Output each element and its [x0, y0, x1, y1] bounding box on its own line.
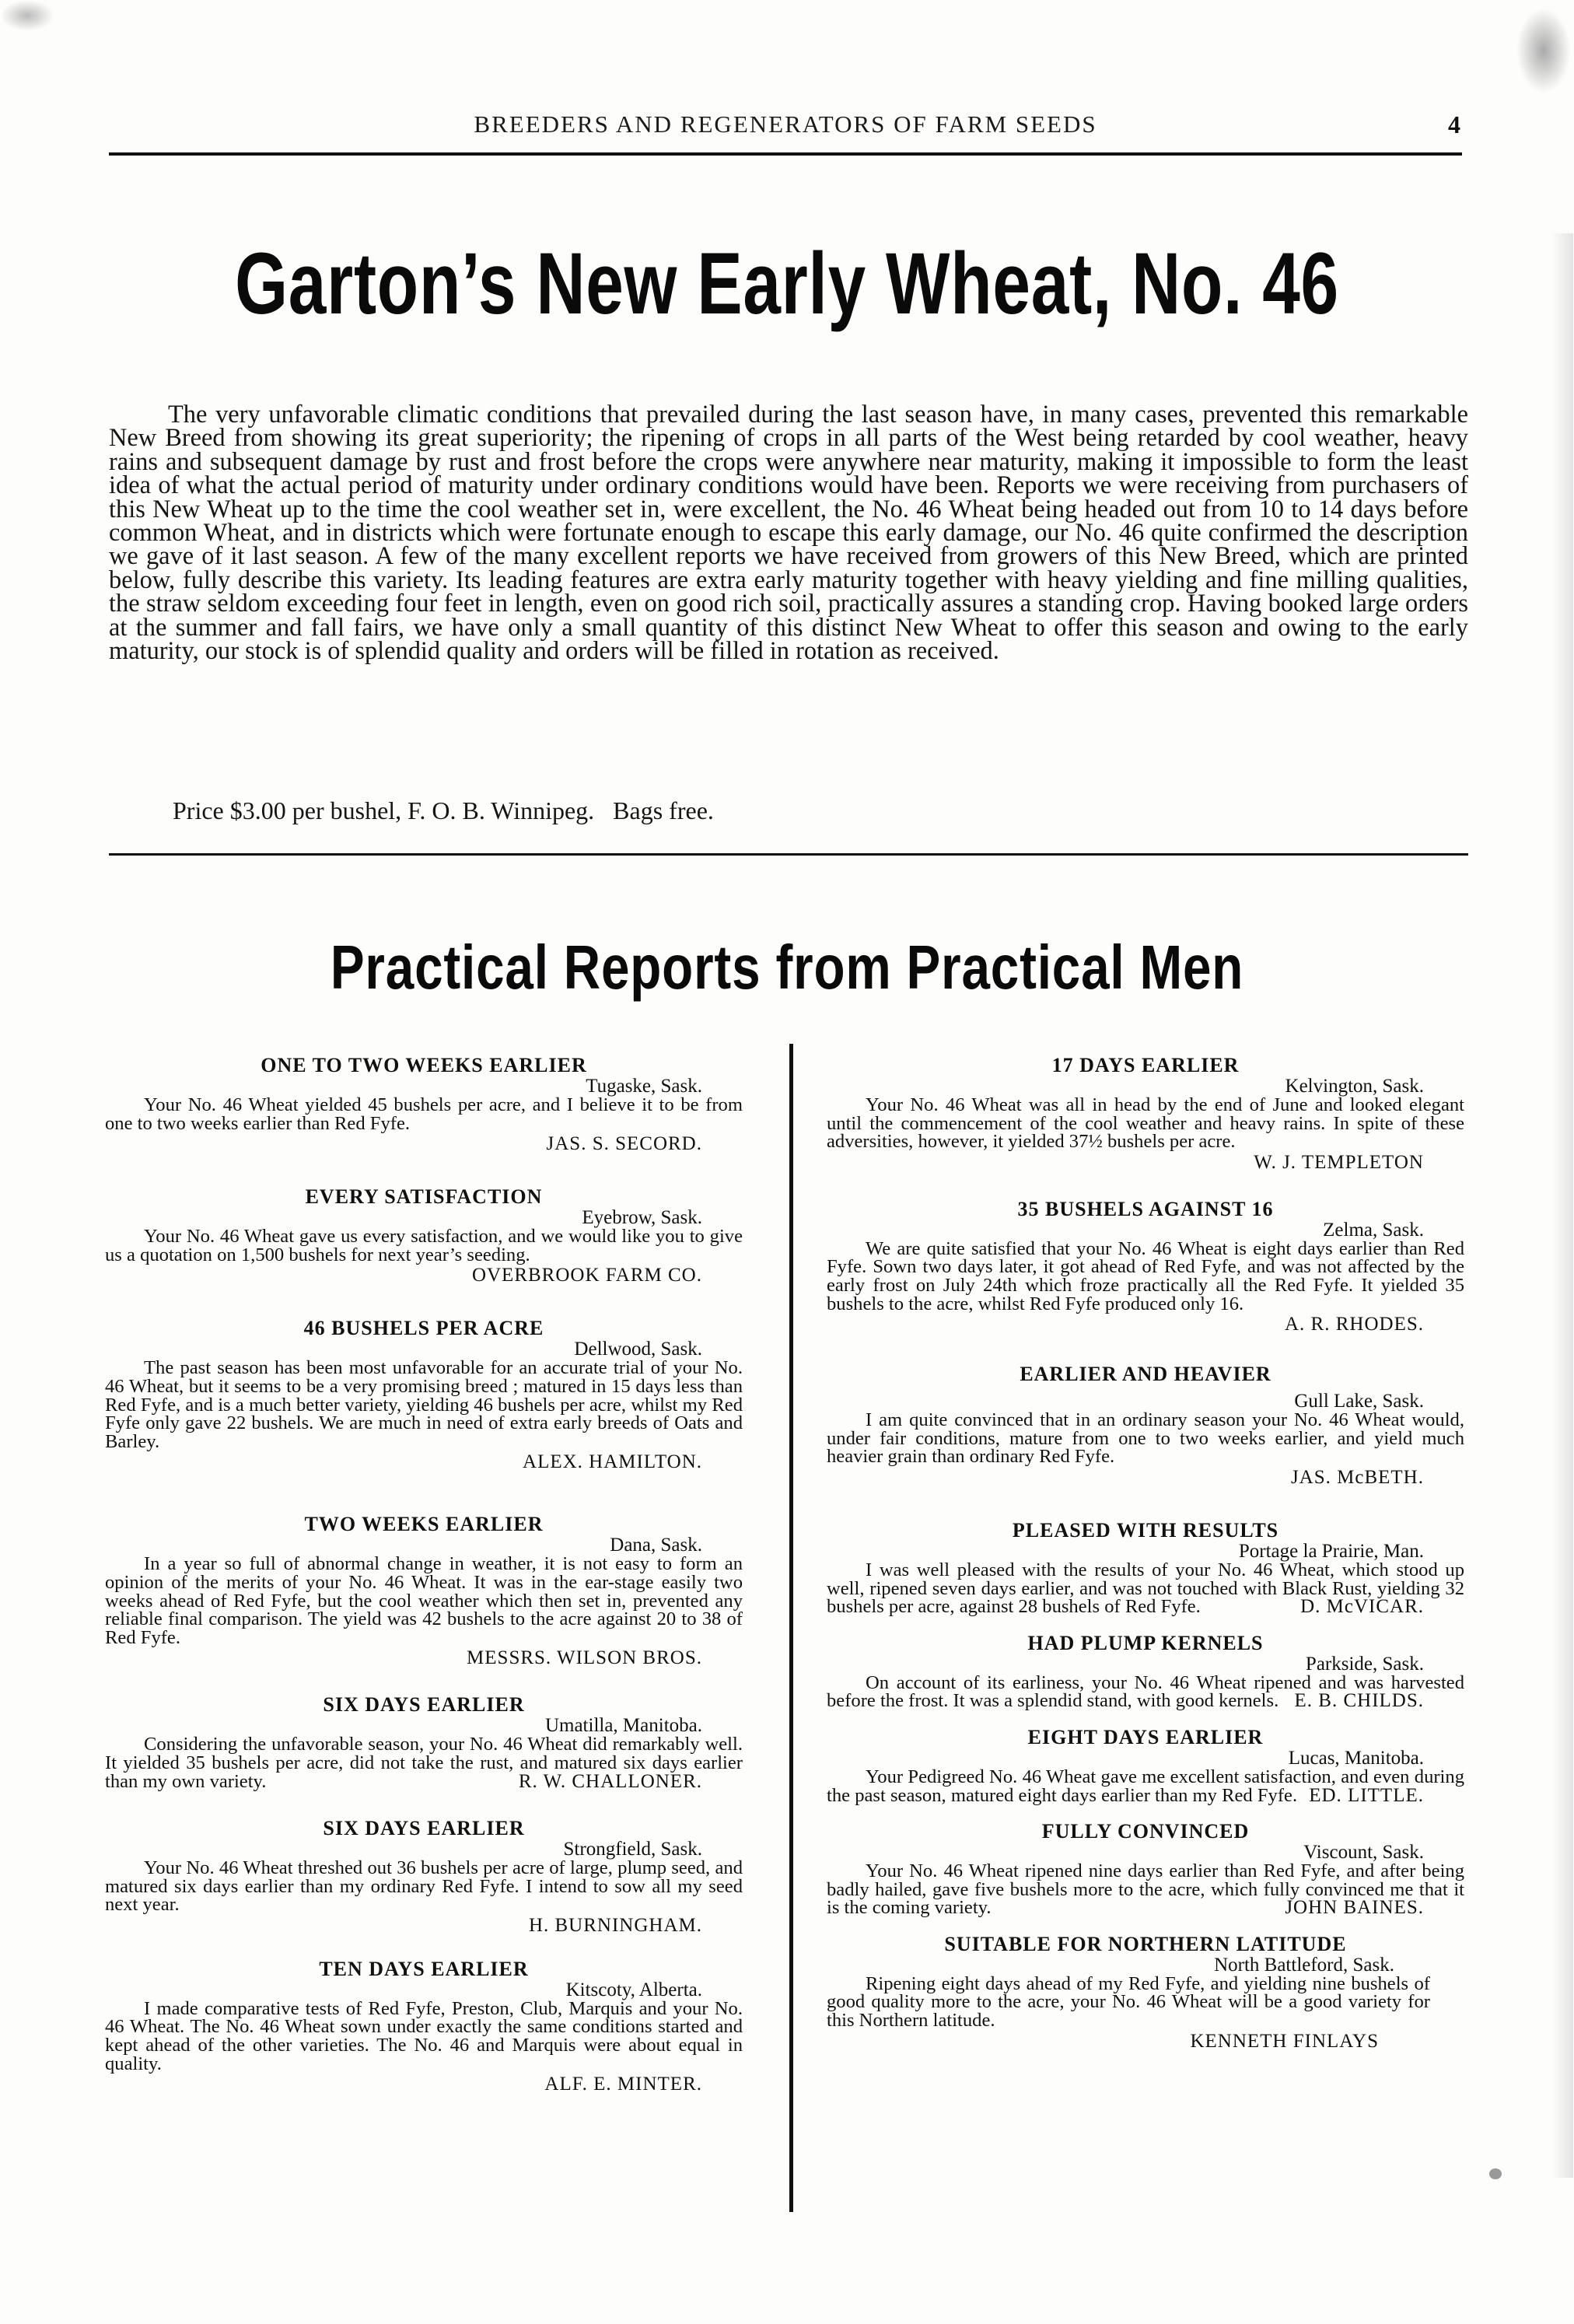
report-heading: EVERY SATISFACTION: [305, 1185, 543, 1209]
report-text: On account of its earliness, your No. 46 Wheat ripened and was harvested before the frost. It was a splendid stand, with good kernels.: [827, 1671, 1464, 1712]
report-place: Dellwood, Sask.: [574, 1339, 702, 1360]
report-place: Zelma, Sask.: [1323, 1219, 1424, 1241]
report-text: Your No. 46 Wheat threshed out 36 bushels per acre of large, plump seed, and matured six days earlier than my ordinary Red Fyfe. I intend to sow all my seed next year.: [105, 1857, 743, 1916]
report-text: We are quite satisfied that your No. 46 Wheat is eight days earlier than Red Fyfe. Sown two days later, it got ahead of Red Fyfe, and was not affected by the early frost on July 24th which froze practically all the Red Fyfe. It yielded 35 bushels to the acre, whilst Red Fyfe produced only 16.: [827, 1237, 1464, 1314]
report-entry: [827, 1726, 1464, 1804]
report-heading: SUITABLE FOR NORTHERN LATITUDE: [944, 1932, 1347, 1955]
report-signature: A. R. RHODES.: [1285, 1314, 1424, 1335]
paper-stain: [1551, 233, 1573, 2178]
report-heading: SIX DAYS EARLIER: [323, 1817, 525, 1840]
report-text: I am quite convinced that in an ordinary season your No. 46 Wheat would, under fair conditions, mature from one to two weeks earlier, and yield much heavier grain than ordinary Red Fyfe.: [827, 1409, 1464, 1468]
report-place: Parkside, Sask.: [1305, 1653, 1424, 1675]
report-signature: ED. LITTLE.: [1309, 1784, 1424, 1806]
report-place: Gull Lake, Sask.: [1294, 1391, 1424, 1412]
report-text: Your No. 46 Wheat yielded 45 bushels per acre, and I believe it to be from one to two weeks earlier than Red Fyfe.: [105, 1094, 743, 1134]
article-title: Garton’s New Early Wheat, No. 46: [235, 235, 1339, 332]
running-head: BREEDERS AND REGENERATORS OF FARM SEEDS: [474, 110, 1097, 138]
report-text: Considering the unfavorable season, your No. 46 Wheat did remarkably well. It yielded 35 bushels per acre, did not take the rust, and matured six days earlier than my own variety.: [105, 1734, 743, 1792]
report-signature: ALEX. HAMILTON.: [523, 1451, 702, 1473]
ink-blot: [1489, 2168, 1502, 2179]
report-signature: MESSRS. WILSON BROS.: [467, 1647, 702, 1669]
report-heading: FULLY CONVINCED: [1041, 1820, 1250, 1843]
report-entry: [105, 1185, 743, 1287]
reports-title: Practical Reports from Practical Men: [330, 933, 1244, 1002]
report-signature: JOHN BAINES.: [1285, 1897, 1424, 1919]
price-line: Price $3.00 per bushel, F. O. B. Winnipeg. Bags free.: [173, 796, 714, 824]
report-entry: [827, 1363, 1464, 1489]
report-signature: E. B. CHILDS.: [1294, 1690, 1424, 1712]
report-place: Dana, Sask.: [610, 1535, 702, 1556]
column-divider: [789, 1044, 793, 2212]
report-heading: HAD PLUMP KERNELS: [1027, 1631, 1264, 1654]
report-signature: ALF. E. MINTER.: [544, 2074, 702, 2095]
report-place: Portage la Prairie, Man.: [1238, 1540, 1424, 1562]
report-entry: [827, 1632, 1464, 1710]
report-heading: ONE TO TWO WEEKS EARLIER: [261, 1054, 587, 1076]
report-heading: EIGHT DAYS EARLIER: [1027, 1725, 1264, 1748]
report-heading: PLEASED WITH RESULTS: [1012, 1518, 1279, 1542]
report-entry: [105, 1317, 743, 1474]
report-place: Kelvington, Sask.: [1285, 1076, 1424, 1097]
report-place: Umatilla, Manitoba.: [544, 1715, 702, 1737]
report-heading: TEN DAYS EARLIER: [319, 1957, 529, 1980]
report-text: In a year so full of abnormal change in weather, it is not easy to form an opinion of the merits of your No. 46 Wheat. It was in the ear-stage easily two weeks ahead of Red Fyfe, but the cool weather which then set in, prevented any reliable final comparison. The yield was 42 bushels to the acre against 20 to 38 of Red Fyfe.: [105, 1553, 743, 1648]
report-signature: KENNETH FINLAYS: [1190, 2030, 1379, 2052]
report-entry: [827, 1198, 1464, 1336]
report-signature: R. W. CHALLONER.: [518, 1770, 702, 1792]
report-signature: OVERBROOK FARM CO.: [471, 1265, 702, 1286]
right-column: [827, 1054, 1464, 2053]
report-place: Kitscoty, Alberta.: [565, 1979, 702, 2000]
report-text: Your Pedigreed No. 46 Wheat gave me excellent satisfaction, and even during the past season, matured eight days earlier than my Red Fyfe.: [827, 1766, 1464, 1806]
report-place: Lucas, Manitoba.: [1288, 1747, 1424, 1769]
report-entry: [105, 1693, 743, 1790]
report-text: I made comparative tests of Red Fyfe, Preston, Club, Marquis and your No. 46 Wheat. The No. 46 Wheat sown under exactly the same conditions started and kept ahead of the other varieties. The No. 46 and Marquis were about equal in quality.: [105, 1997, 743, 2074]
report-text: Your No. 46 Wheat was all in head by the end of June and looked elegant until the commencement of the cool weather and heavy rains. In spite of these adversities, however, it yielded 37½ bushels per acre.: [827, 1094, 1464, 1153]
report-place: Tugaske, Sask.: [586, 1076, 702, 1097]
report-signature: JAS. S. SECORD.: [546, 1133, 702, 1155]
report-heading: 35 BUSHELS AGAINST 16: [1017, 1197, 1274, 1220]
report-signature: W. J. TEMPLETON: [1254, 1151, 1424, 1173]
paper-stain: [1516, 8, 1571, 93]
report-entry: [105, 1054, 743, 1156]
report-place: North Battleford, Sask.: [1214, 1954, 1394, 1976]
article-intro: The very unfavorable climatic conditions that prevailed during the last season have, in many cases, prevented this remarkable New Breed from showing its great superiority; the ripening of crops in all parts of the West being retarded by cool weather, heavy rains and subsequent damage by rust and frost before the crops were anywhere near maturity, making it impossible to form the least idea of what the actual period of maturity under ordinary conditions would have been. Reports we were receiving from purchasers of this New Wheat up to the time the cool weather set in, were excellent, the No. 46 Wheat being headed out from 10 to 14 days before common Wheat, and in districts which were fortunate enough to escape this early damage, our No. 46 quite confirmed the description we gave of it last season. A few of the many excellent reports we have received from growers of this New Breed, which are printed below, fully describe this variety. Its leading features are extra early maturity together with heavy yielding and fine milling qualities, the straw seldom exceeding four feet in length, even on good rich soil, practically assures a standing crop. Having booked large orders at the summer and fall fairs, we have only a small quantity of this distinct New Wheat to offer this season and owing to the early maturity, our stock is of splendid quality and orders will be filled in rotation as received.: [109, 401, 1468, 666]
report-heading: TWO WEEKS EARLIER: [304, 1513, 544, 1536]
report-heading: 17 DAYS EARLIER: [1051, 1054, 1240, 1076]
report-heading: SIX DAYS EARLIER: [323, 1693, 525, 1717]
report-signature: JAS. McBETH.: [1290, 1466, 1424, 1488]
report-signature: H. BURNINGHAM.: [528, 1914, 702, 1936]
section-rule: [109, 853, 1468, 856]
report-text: Your No. 46 Wheat gave us every satisfaction, and we would like you to give us a quotation on 1,500 bushels for next year’s seeding.: [105, 1226, 743, 1265]
report-place: Eyebrow, Sask.: [582, 1207, 702, 1229]
report-entry: [827, 1519, 1464, 1616]
header-rule: [109, 152, 1462, 156]
report-text: Your No. 46 Wheat ripened nine days earlier than Red Fyfe, and after being badly hailed, gave five bushels more to the acre, which fully convinced me that it is the coming variety.: [827, 1860, 1464, 1919]
report-heading: 46 BUSHELS PER ACRE: [303, 1317, 544, 1340]
page-number: 4: [1448, 110, 1460, 138]
report-entry: [105, 1958, 743, 2096]
report-text: I was well pleased with the results of your No. 46 Wheat, which stood up well, ripened seven days earlier, and was not touched with Black Rust, yielding 32 bushels per acre, against 28 bushels of Red Fyfe.: [827, 1559, 1464, 1618]
report-entry: [827, 1820, 1464, 1917]
report-heading: EARLIER AND HEAVIER: [1020, 1363, 1271, 1386]
report-place: Viscount, Sask.: [1303, 1842, 1424, 1864]
report-text: Ripening eight days ahead of my Red Fyfe, and yielding nine bushels of good quality more to the acre, your No. 46 Wheat will be a good variety for this Northern latitude.: [827, 1972, 1430, 2032]
report-entry: [827, 1054, 1464, 1174]
report-place: Strongfield, Sask.: [563, 1839, 702, 1860]
report-signature: D. McVICAR.: [1300, 1596, 1424, 1618]
report-text: The past season has been most unfavorable for an accurate trial of your No. 46 Wheat, but it seems to be a very promising breed ; matured in 15 days less than Red Fyfe, and is a much better variety, yielding 46 bushels per acre, whilst my Red Fyfe only gave 22 bushels. We are much in need of extra early breeds of Oats and Barley.: [105, 1357, 743, 1452]
report-entry: [105, 1513, 743, 1670]
report-entry: [105, 1817, 743, 1937]
paper-stain: [0, 0, 54, 31]
report-entry: [827, 1933, 1464, 2053]
left-column: [105, 1054, 743, 2096]
